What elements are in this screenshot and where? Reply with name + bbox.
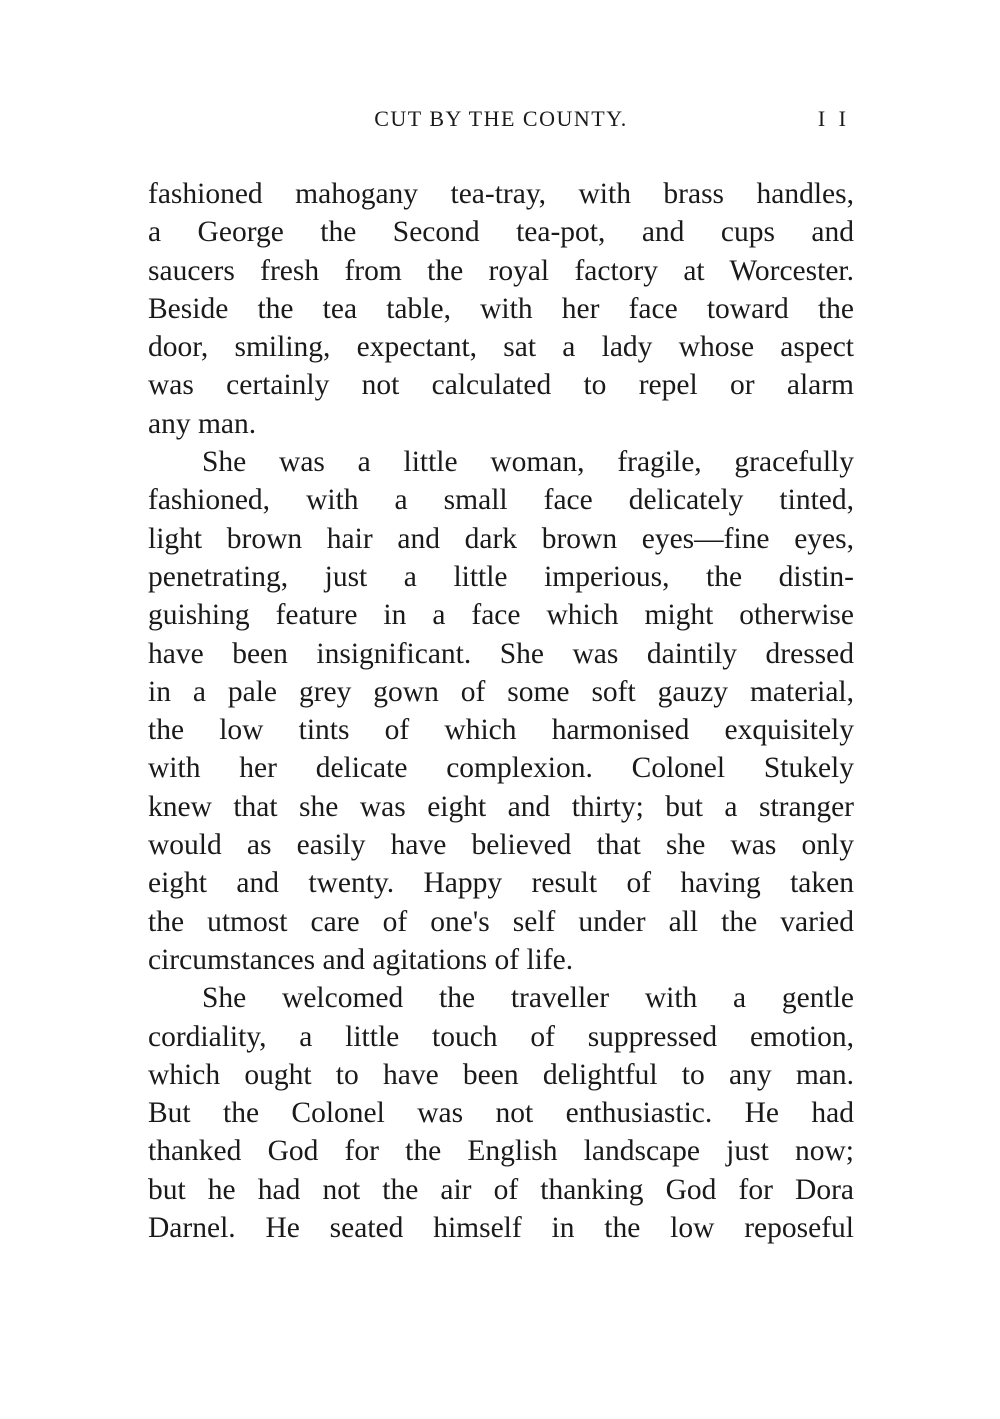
text-line: but he had not the air of thanking God for Dora xyxy=(148,1173,854,1206)
text-line: Darnel. He seated himself in the low reposeful xyxy=(148,1212,854,1245)
running-head xyxy=(148,106,854,142)
text-line: which ought to have been delightful to any man. xyxy=(148,1058,854,1091)
text-line: eight and twenty. Happy result of having taken xyxy=(148,867,854,900)
text-line: light brown hair and dark brown eyes—fine eyes, xyxy=(148,522,854,555)
page-number: I I xyxy=(817,106,850,131)
text-line: guishing feature in a face which might otherwise xyxy=(148,599,854,632)
text-line: in a pale grey gown of some soft gauzy material, xyxy=(148,675,854,708)
text-line: thanked God for the English landscape just now; xyxy=(148,1135,854,1168)
paragraph-end-line: any man. xyxy=(148,407,257,440)
text-line: door, smiling, expectant, sat a lady whose aspect xyxy=(148,331,854,364)
running-title: CUT BY THE COUNTY. xyxy=(374,106,628,131)
paragraph-start-line: She was a little woman, fragile, gracefully xyxy=(202,446,854,479)
text-line: knew that she was eight and thirty; but a stranger xyxy=(148,790,854,823)
text-line: cordiality, a little touch of suppressed emotion, xyxy=(148,1020,854,1053)
text-line: fashioned, with a small face delicately tinted, xyxy=(148,484,854,517)
text-line: the low tints of which harmonised exquisitely xyxy=(148,714,854,747)
text-line: But the Colonel was not enthusiastic. He had xyxy=(148,1097,854,1130)
text-line: with her delicate complexion. Colonel Stukely xyxy=(148,752,854,785)
body-text xyxy=(148,175,854,1247)
text-line: saucers fresh from the royal factory at Worcester. xyxy=(148,254,854,287)
text-line: penetrating, just a little imperious, the distin- xyxy=(148,560,854,593)
text-line: fashioned mahogany tea-tray, with brass handles, xyxy=(148,178,854,210)
text-line: the utmost care of one's self under all the varied xyxy=(148,905,854,938)
text-line: a George the Second tea-pot, and cups and xyxy=(148,216,854,249)
paragraph-start-line: She welcomed the traveller with a gentle xyxy=(202,982,854,1015)
text-line: Beside the tea table, with her face toward the xyxy=(148,292,854,325)
text-line: have been insignificant. She was daintily dressed xyxy=(148,637,854,670)
paragraph-end-line: circumstances and agitations of life. xyxy=(148,943,574,976)
text-line: would as easily have believed that she was only xyxy=(148,829,854,862)
text-line: was certainly not calculated to repel or alarm xyxy=(148,369,854,402)
